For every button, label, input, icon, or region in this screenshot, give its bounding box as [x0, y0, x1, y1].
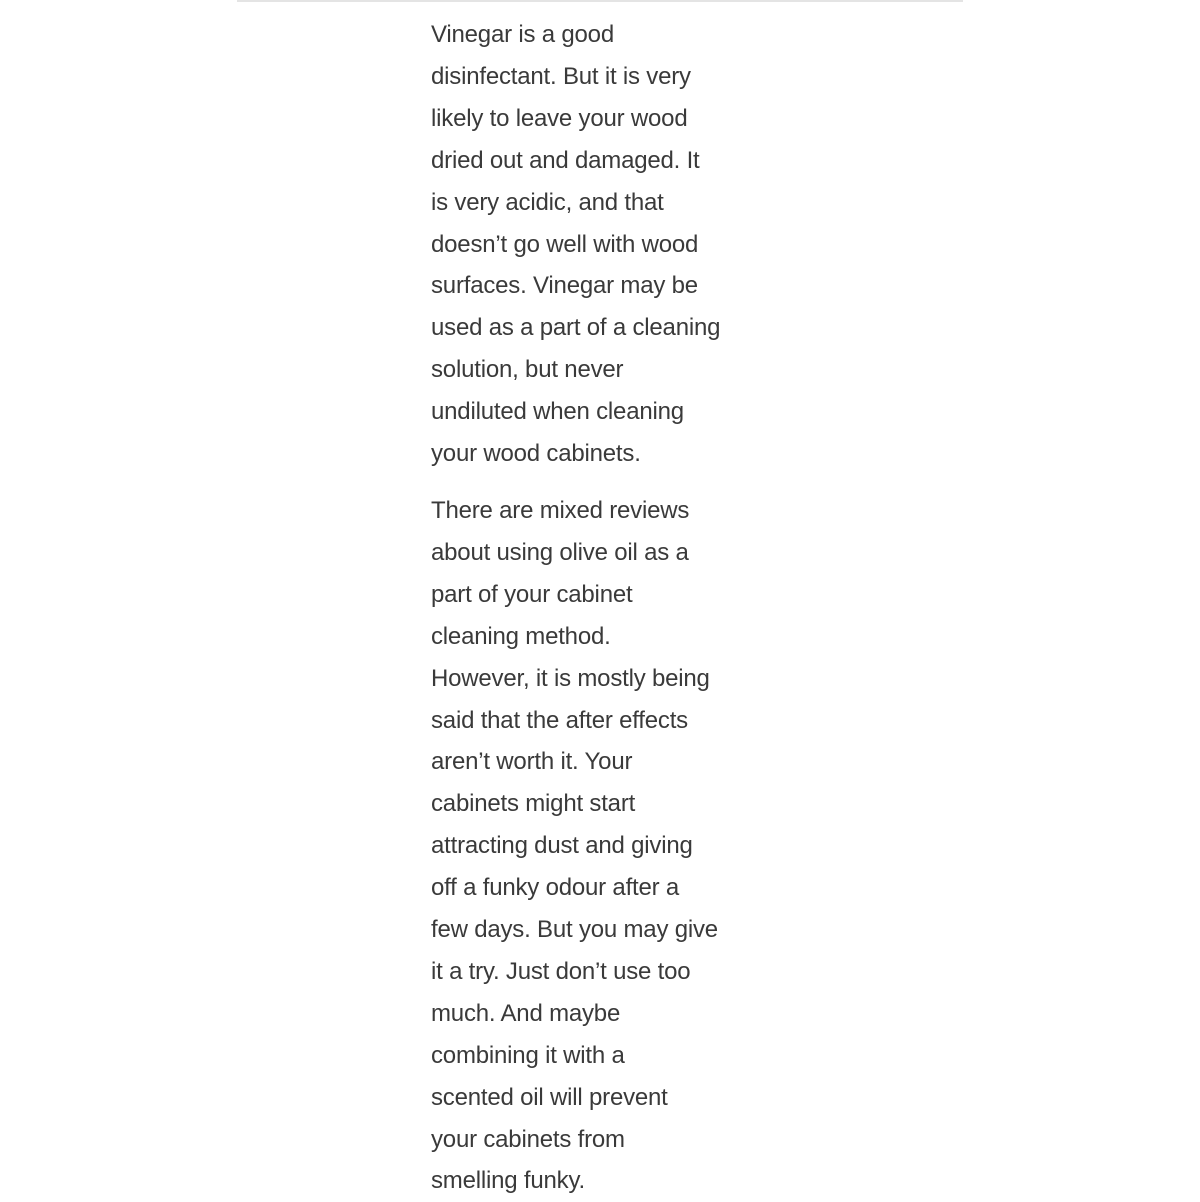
paragraph-olive-oil — [431, 490, 731, 1202]
paragraph-line: smelling funky. — [431, 1167, 585, 1195]
paragraph-line: used as a part of a cleaning — [431, 314, 721, 342]
paragraph-line: doesn’t go well with wood — [431, 230, 699, 258]
paragraph-line: off a funky odour after a — [431, 874, 680, 902]
paragraph-line: cleaning method. — [431, 622, 611, 650]
paragraph-line: much. And maybe — [431, 999, 621, 1027]
paragraph-line: said that the after effects — [431, 706, 688, 734]
paragraph-line: solution, but never — [431, 356, 624, 384]
paragraph-line: surfaces. Vinegar may be — [431, 272, 698, 300]
paragraph-line: is very acidic, and that — [431, 188, 664, 216]
paragraph-line: your cabinets from — [431, 1125, 625, 1153]
paragraph-line: likely to leave your wood — [431, 104, 688, 132]
paragraph-line: part of your cabinet — [431, 580, 633, 608]
paragraph-line: However, it is mostly being — [431, 664, 710, 692]
paragraph-line: it a try. Just don’t use too — [431, 957, 691, 985]
paragraph-line: undiluted when cleaning — [431, 398, 684, 426]
paragraph-vinegar — [431, 14, 731, 475]
paragraph-line: cabinets might start — [431, 790, 636, 818]
paragraph-line: Vinegar is a good — [431, 21, 614, 48]
paragraph-line: aren’t worth it. Your — [431, 748, 633, 776]
paragraph-line: scented oil will prevent — [431, 1083, 668, 1111]
article-body — [431, 14, 731, 1202]
paragraph-line: few days. But you may give — [431, 916, 718, 944]
paragraph-line: combining it with a — [431, 1041, 625, 1069]
paragraph-line: attracting dust and giving — [431, 832, 693, 860]
top-divider — [237, 0, 963, 2]
paragraph-line: There are mixed reviews — [431, 496, 690, 524]
paragraph-line: disinfectant. But it is very — [431, 62, 691, 90]
paragraph-line: your wood cabinets. — [431, 440, 641, 468]
paragraph-line: dried out and damaged. It — [431, 146, 700, 174]
paragraph-line: about using olive oil as a — [431, 538, 689, 566]
